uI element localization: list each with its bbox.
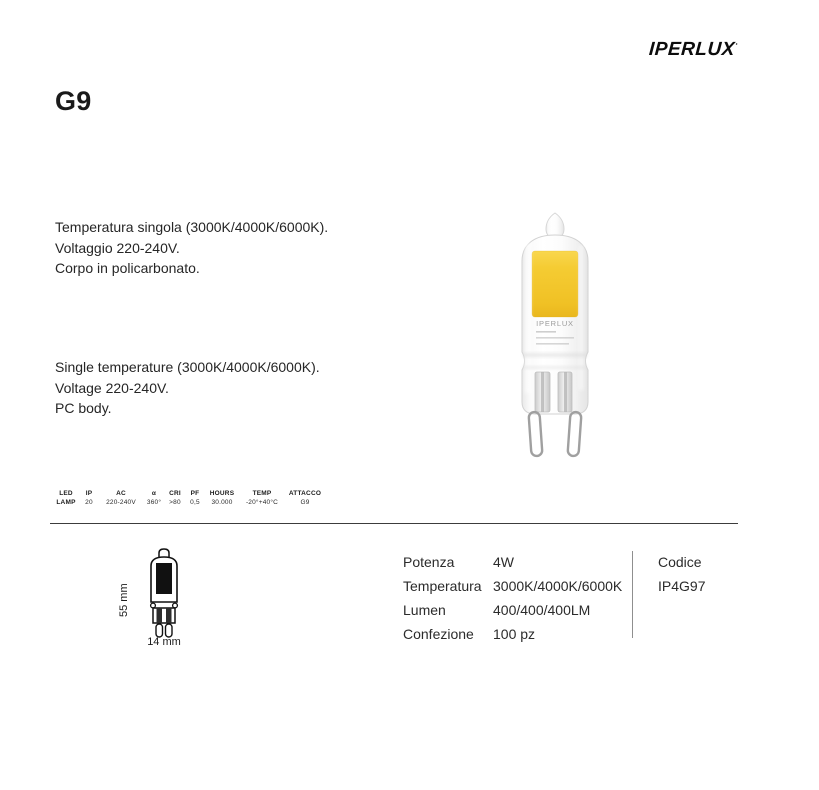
spec-value: G9 xyxy=(300,499,310,506)
spec-strip-item-cri xyxy=(164,489,186,507)
horizontal-divider xyxy=(50,523,738,524)
spec-row-value: 4W xyxy=(493,554,514,570)
trademark-icon: · xyxy=(734,39,739,49)
spec-value: -20°+40°C xyxy=(245,499,279,506)
description-line: PC body. xyxy=(55,400,112,416)
spec-strip-item-temp xyxy=(240,489,284,507)
spec-value: 20 xyxy=(85,499,93,506)
spec-value: 220-240V xyxy=(106,499,136,506)
spec-row-value: 100 pz xyxy=(493,626,536,642)
description-line: Voltaggio 220-240V. xyxy=(55,239,180,256)
spec-label: LED xyxy=(59,490,73,497)
spec-label: α xyxy=(151,490,157,497)
spec-strip-item-hours xyxy=(204,489,240,507)
spec-value: LAMP xyxy=(56,499,76,506)
brand-logo-text: IPERLUX xyxy=(647,39,736,60)
spec-label: IP xyxy=(85,490,93,497)
spec-label: AC xyxy=(116,490,126,497)
width-dimension-label: 14 mm xyxy=(147,636,181,646)
spec-value: >80 xyxy=(169,499,181,506)
description-line: Temperatura singola (3000K/4000K/6000K). xyxy=(55,219,329,235)
spec-label: HOURS xyxy=(209,490,235,497)
spec-value: 0,5 xyxy=(190,499,200,506)
spec-strip xyxy=(52,489,326,507)
description-italian xyxy=(55,217,328,279)
spec-strip-item-ip xyxy=(80,489,98,507)
spec-table xyxy=(403,550,622,646)
dimension-diagram xyxy=(108,546,200,646)
spec-strip-item-ac xyxy=(98,489,144,507)
vertical-divider xyxy=(632,551,633,638)
description-line: Single temperature (3000K/4000K/6000K). xyxy=(55,359,320,375)
spec-row-value: 400/400/400LM xyxy=(493,602,591,618)
spec-strip-item-angle xyxy=(144,489,164,507)
spec-label: CRI xyxy=(169,490,181,497)
brand-logo xyxy=(648,39,739,61)
code-value: IP4G97 xyxy=(658,578,706,594)
description-line: Corpo in policarbonato. xyxy=(55,260,200,276)
spec-strip-item-attacco xyxy=(284,489,326,507)
dimension-drawing xyxy=(108,546,200,646)
spec-row-label: Temperatura xyxy=(403,578,482,594)
spec-label: PF xyxy=(190,490,200,497)
spec-value: 360° xyxy=(146,499,162,506)
spec-strip-item-led-lamp xyxy=(52,489,80,507)
spec-row-label: Lumen xyxy=(403,602,446,618)
page-title: G9 xyxy=(55,86,92,116)
spec-row-label: Confezione xyxy=(403,626,474,642)
product-photo xyxy=(503,203,627,463)
product-code-block xyxy=(658,550,705,598)
description-english xyxy=(55,357,320,419)
spec-row-label: Potenza xyxy=(403,554,455,570)
spec-value: 30.000 xyxy=(211,499,233,506)
bulb-illustration xyxy=(503,203,627,463)
code-label: Codice xyxy=(658,554,702,570)
spec-strip-item-pf xyxy=(186,489,204,507)
bulb-print-brand: IPERLUX xyxy=(536,319,574,328)
description-line: Voltage 220-240V. xyxy=(55,379,169,396)
spec-row-value: 3000K/4000K/6000K xyxy=(493,578,623,594)
spec-label: TEMP xyxy=(252,490,272,497)
height-dimension-label: 55 mm xyxy=(118,583,130,617)
spec-label: ATTACCO xyxy=(288,490,322,497)
